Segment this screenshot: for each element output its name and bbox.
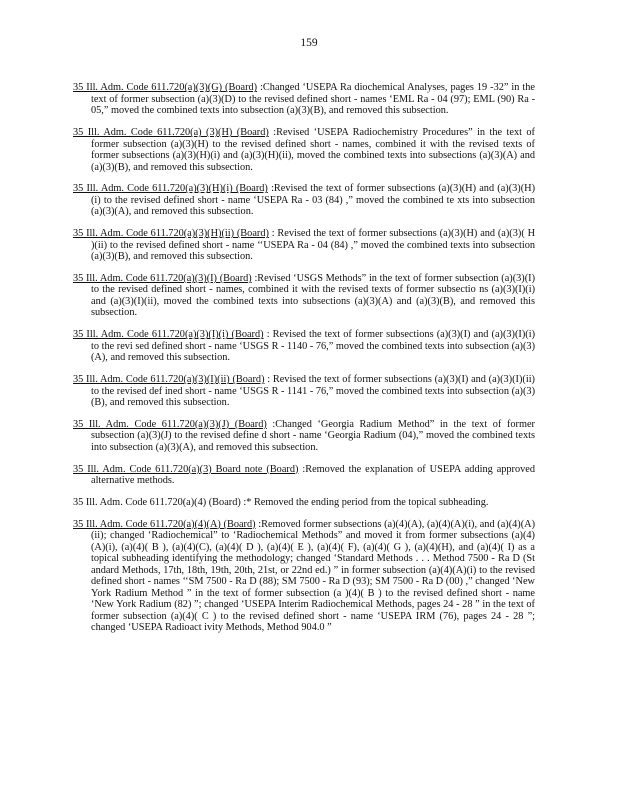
entry-text: :Revised the text of former subsections (a)(3)(H) and (a)(3)(H)(i) to the revised defined short - name ‘USEPA Ra - 03 (84) ,” moved the combined te xts into subsection (a)(3)(A), and removed this subsection. <box>91 183 536 218</box>
entry-citation: 35 Ill. Adm. Code 611.720(a)(3)(H)(ii) (Board) <box>73 228 269 240</box>
history-entry <box>73 497 535 509</box>
history-entry <box>73 374 535 409</box>
history-entry <box>73 419 535 454</box>
entry-text: : Revised the text of former subsections (a)(3)(I) and (a)(3)(I)(ii) to the revised def ined short - name ‘USGS R - 1141 - 76,” moved the combined texts into subsection (a)(3)(B), and removed this subsection. <box>91 374 535 409</box>
entry-citation: 35 Ill. Adm. Code 611.720(a)(3)(J) (Board) <box>73 418 267 430</box>
history-entry <box>73 464 535 487</box>
history-entry <box>73 519 535 634</box>
history-entry <box>73 183 535 218</box>
entry-citation: 35 Ill. Adm. Code 611.720(a)(3) Board note (Board) <box>73 463 299 475</box>
entry-citation: 35 Ill. Adm. Code 611.720(a)(4)(A) (Board) <box>73 518 256 530</box>
entry-citation: 35 Ill. Adm. Code 611.720(a) (3)(H) (Board) <box>73 127 269 139</box>
history-entry <box>73 82 535 117</box>
history-entry <box>73 273 535 319</box>
entry-citation: 35 Ill. Adm. Code 611.720(a)(3)(I)(i) (Board) <box>73 329 264 341</box>
document-body <box>73 72 535 639</box>
entry-text: :Revised ‘USGS Methods” in the text of former subsection (a)(3)(I) to the revised defined short - names, combined it with the revised texts of former subsectio ns (a)(3)(I)(i) and (a)(3)(I)(ii), moved the combined texts into subsections (a)(3)(A) and (a)(3)(B), and removed this subsection. <box>91 272 535 319</box>
entry-text: :Changed ‘Georgia Radium Method” in the text of former subsection (a)(3)(J) to the revised define d short - name ‘Georgia Radium (04),” moved the combined texts into subsection (a)(3)(A), and removed this subsection. <box>91 418 535 453</box>
entry-text: :* Removed the ending period from the topical subheading. <box>243 496 489 508</box>
history-entry <box>73 127 535 173</box>
entry-text: :Changed ‘USEPA Ra diochemical Analyses, pages 19 -32” in the text of former subsection (a)(3)(D) to the revised defined short - names ‘EML Ra - 04 (97); EML (90) Ra - 05,” moved the combined texts into subsection (a)(3)(B), and removed this subsection. <box>91 82 535 117</box>
history-entry <box>73 329 535 364</box>
entry-citation: 35 Ill. Adm. Code 611.720(a)(3)(I) (Board) <box>73 272 252 284</box>
entry-citation: 35 Ill. Adm. Code 611.720(a)(3)(G) (Board) <box>73 82 258 94</box>
page-number: 159 <box>300 37 318 49</box>
entry-text: :Revised ‘USEPA Radiochemistry Procedures” in the text of former subsection (a)(3)(H) to the revised defined short - names, combined it with the revised texts of former subsections (a)(3)(H)(i) and (a)(3)(H)(ii), moved the combined texts into subsections (a)(3)(A) and (a)(3)(B), and removed this subsection. <box>91 127 535 173</box>
entry-text: :Removed the explanation of USEPA adding approved alternative methods. <box>91 463 536 487</box>
entry-text: :Removed former subsections (a)(4)(A), (a)(4)(A)(i), and (a)(4)(A)(ii); changed ‘Radiochemical” to ‘Radiochemical Methods” and moved it from former subsections (a)(4)(A)(i), (a)(4)( B ), (a)(4)(C), (a)(4)( D ), (a)(4)( E ), (a)(4)( F), (a)(4)( G ), (a)(4)(H), and (a)(4)( I) as a topical subheading identifying the methodology; changed ‘Standard Methods . . . Method 7500 - Ra D (St andard Methods, 17th, 18th, 19th, 20th, 21st, or 22nd ed.) ” in former subsection (a)(4)(A)(i) to the revised defined short - names ‘‘SM 7500 - Ra D (88); SM 7500 - Ra D (93); SM 7500 - Ra D (00) ,” changed ‘New York Radium Method ” in the text of former subsection (a )(4)( B ) to the revised defined short - name ‘New York Radium (82) ”; changed ‘USEPA Interim Radiochemical Methods, pages 24 - 28 ” in the text of former subsection (a)(4)( C ) to the revised defined short - name ‘USEPA IRM (76), pages 24 - 28 ”; changed ‘USEPA Radioact ivity Methods, Method 904.0 ” <box>91 518 536 634</box>
entry-text: : Revised the text of former subsections (a)(3)(H) and (a)(3)( H )(ii) to the revised defined short - name ‘‘USEPA Ra - 04 (84) ,” moved the combined texts into subsection (a)(3)(B), and removed this subsection. <box>91 228 536 263</box>
entry-citation: 35 Ill. Adm. Code 611.720(a)(3)(H)(i) (Board) <box>73 183 268 195</box>
entry-text: : Revised the text of former subsections (a)(3)(I) and (a)(3)(I)(i) to the revi sed defined short - name ‘USGS R - 1140 - 76,” moved the combined texts into subsection (a)(3)(A), and removed this subsection. <box>91 329 535 364</box>
entry-citation: 35 Ill. Adm. Code 611.720(a)(3)(I)(ii) (Board) <box>73 374 265 386</box>
history-entry <box>73 228 535 263</box>
entry-citation: 35 Ill. Adm. Code 611.720(a)(4) (Board) <box>73 496 241 508</box>
